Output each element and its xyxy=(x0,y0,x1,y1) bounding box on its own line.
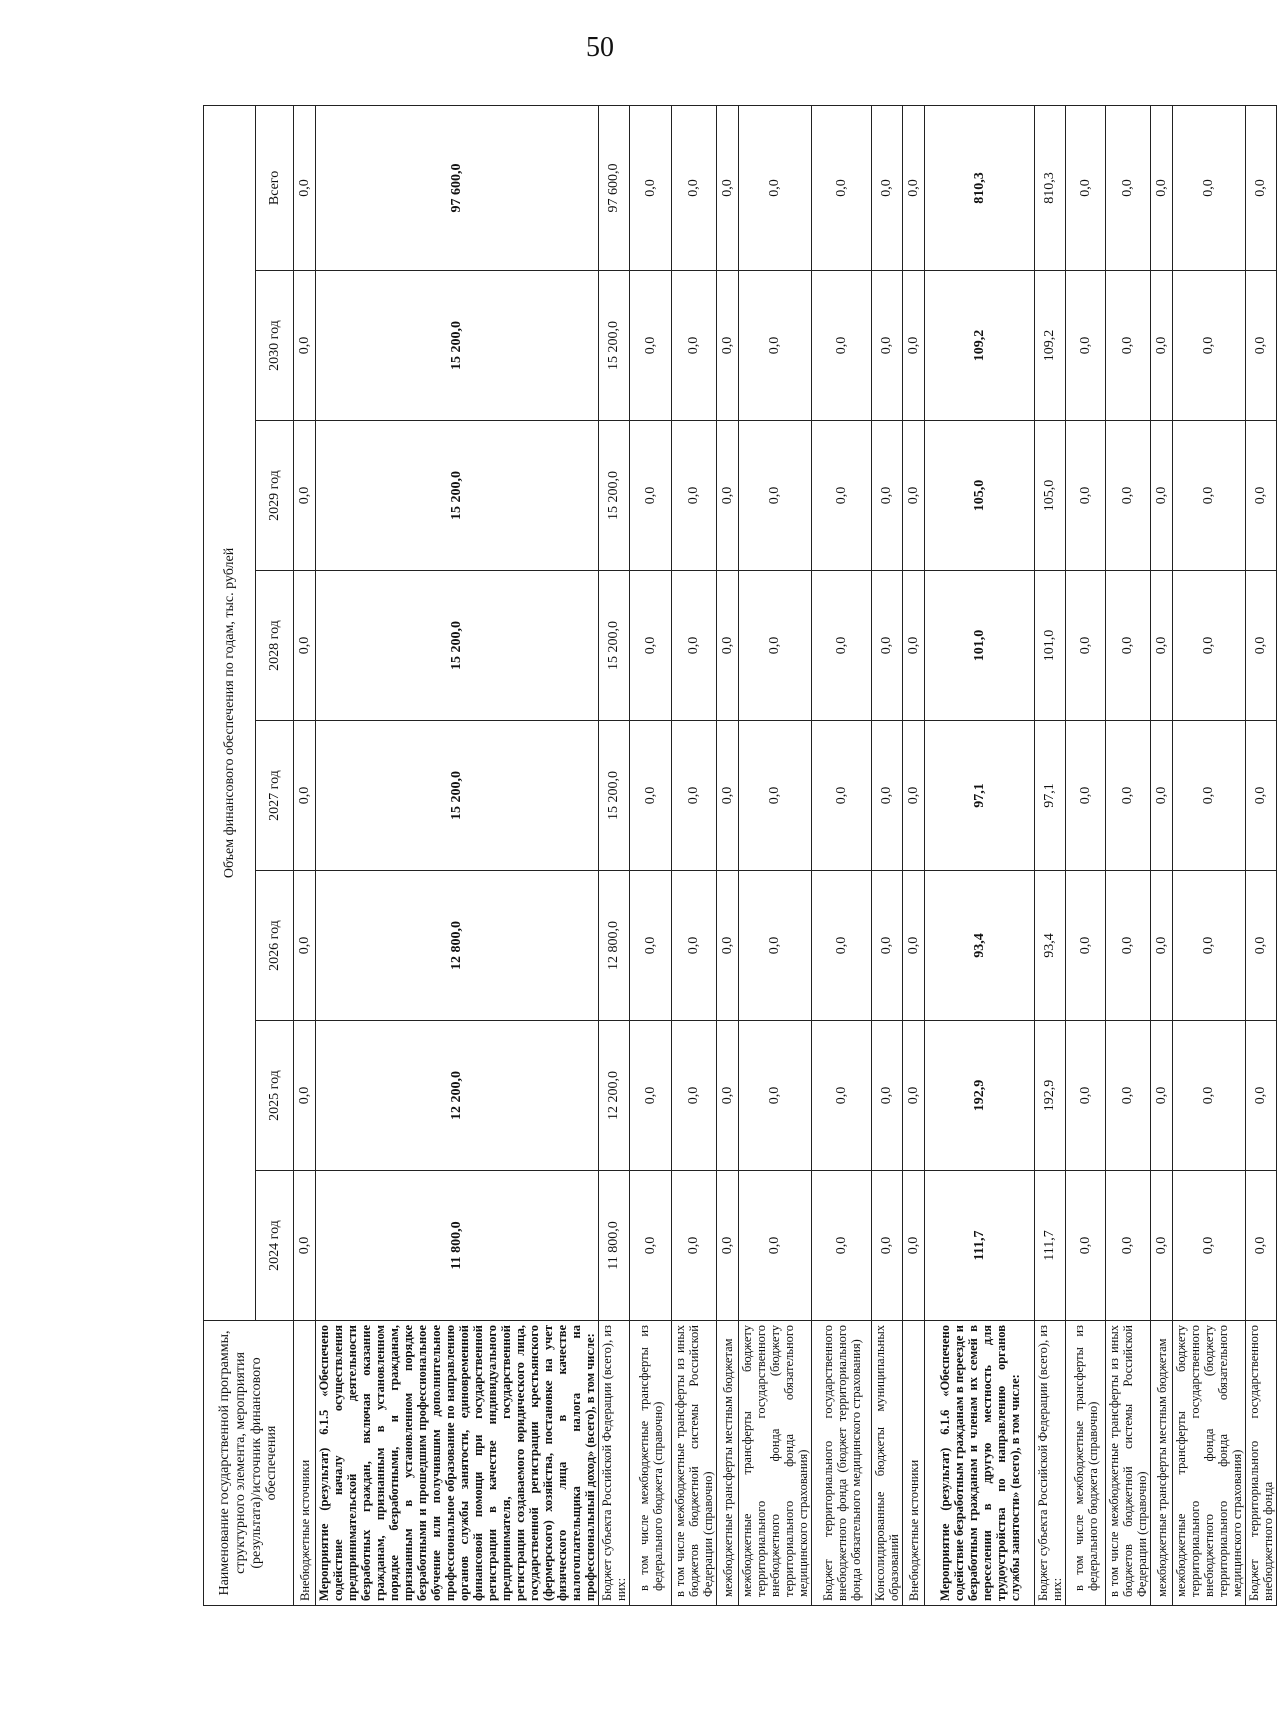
cell-value: 0,0 xyxy=(1173,105,1246,270)
cell-value: 0,0 xyxy=(1246,421,1277,571)
row-label: в том числе межбюджетные трансферты из иных бюджетов бюджетной системы Российской Федерации (справочно) xyxy=(1106,1321,1151,1606)
cell-value: 0,0 xyxy=(672,105,717,270)
cell-value: 0,0 xyxy=(872,1171,903,1321)
row-label: Бюджет субъекта Российской Федерации (всего), из них: xyxy=(599,1321,630,1606)
year-header: 2026 год xyxy=(256,871,294,1021)
row-label: межбюджетные трансферты бюджету территориального государственного внебюджетного фонда (бюджету территориального фонда обязательного медицинского страхования) xyxy=(1173,1321,1246,1606)
cell-value: 0,0 xyxy=(1066,1171,1106,1321)
page-number: 50 xyxy=(586,32,614,63)
row-label: в том числе межбюджетные трансферты из федерального бюджета (справочно) xyxy=(630,1321,672,1606)
cell-value: 12 200,0 xyxy=(316,1021,599,1171)
cell-value: 0,0 xyxy=(294,721,316,871)
cell-value: 0,0 xyxy=(672,571,717,721)
cell-value: 93,4 xyxy=(1035,871,1066,1021)
cell-value: 0,0 xyxy=(672,721,717,871)
cell-value: 0,0 xyxy=(812,105,872,270)
row-label: Мероприятие (результат) 6.1.5 «Обеспечено содействие началу осуществления предпринимательской деятельности безработных граждан, включая оказание гражданам, признанным в установленном порядке безработными, и гражданам, признанным в установленном порядке безработными и прошедшим профессиональное обучение или получившим дополнительное профессиональное образование по направлению органов службы занятости, единовременной финансовой помощи при государственной регистрации в качестве индивидуального предпринимателя, государственной регистрации создаваемого юридического лица, государственной регистрации крестьянского (фермерского) хозяйства, постановке на учет физического лица в качестве налогоплательщика налога на профессиональный доход» (всего), в том числе: xyxy=(316,1321,599,1606)
cell-value: 810,3 xyxy=(1035,105,1066,270)
cell-value: 0,0 xyxy=(739,1021,812,1171)
cell-value: 0,0 xyxy=(630,571,672,721)
row-label: Внебюджетные источники xyxy=(294,1321,316,1606)
cell-value: 0,0 xyxy=(1151,271,1173,421)
cell-value: 0,0 xyxy=(872,1021,903,1171)
cell-value: 105,0 xyxy=(1035,421,1066,571)
cell-value: 15 200,0 xyxy=(316,721,599,871)
cell-value: 0,0 xyxy=(739,721,812,871)
cell-value: 810,3 xyxy=(925,105,1035,270)
cell-value: 0,0 xyxy=(294,1021,316,1171)
cell-value: 0,0 xyxy=(1066,721,1106,871)
cell-value: 0,0 xyxy=(294,871,316,1021)
cell-value: 0,0 xyxy=(1151,571,1173,721)
table-row xyxy=(739,105,812,1605)
cell-value: 15 200,0 xyxy=(599,421,630,571)
cell-value: 97,1 xyxy=(925,721,1035,871)
cell-value: 0,0 xyxy=(903,271,925,421)
year-header: 2024 год xyxy=(256,1171,294,1321)
cell-value: 0,0 xyxy=(1173,871,1246,1021)
cell-value: 0,0 xyxy=(1173,271,1246,421)
cell-value: 0,0 xyxy=(1151,1171,1173,1321)
cell-value: 15 200,0 xyxy=(316,421,599,571)
cell-value: 0,0 xyxy=(739,871,812,1021)
cell-value: 0,0 xyxy=(903,421,925,571)
cell-value: 0,0 xyxy=(672,1171,717,1321)
row-label: в том числе межбюджетные трансферты из федерального бюджета (справочно) xyxy=(1066,1321,1106,1606)
table-row xyxy=(717,105,739,1605)
cell-value: 0,0 xyxy=(812,1021,872,1171)
cell-value: 0,0 xyxy=(1246,1021,1277,1171)
cell-value: 0,0 xyxy=(1066,571,1106,721)
cell-value: 0,0 xyxy=(812,271,872,421)
cell-value: 0,0 xyxy=(1106,1021,1151,1171)
cell-value: 105,0 xyxy=(925,421,1035,571)
cell-value: 0,0 xyxy=(1066,421,1106,571)
cell-value: 11 800,0 xyxy=(599,1171,630,1321)
cell-value: 0,0 xyxy=(672,421,717,571)
cell-value: 0,0 xyxy=(672,871,717,1021)
cell-value: 0,0 xyxy=(1246,721,1277,871)
cell-value: 0,0 xyxy=(739,105,812,270)
year-header: 2028 год xyxy=(256,571,294,721)
cell-value: 0,0 xyxy=(1246,871,1277,1021)
cell-value: 0,0 xyxy=(903,571,925,721)
cell-value: 12 800,0 xyxy=(599,871,630,1021)
table-row xyxy=(316,105,599,1605)
cell-value: 0,0 xyxy=(1246,1171,1277,1321)
cell-value: 101,0 xyxy=(1035,571,1066,721)
cell-value: 111,7 xyxy=(1035,1171,1066,1321)
cell-value: 0,0 xyxy=(1106,721,1151,871)
cell-value: 0,0 xyxy=(630,1021,672,1171)
rotated-table-wrapper xyxy=(203,106,1275,1606)
cell-value: 0,0 xyxy=(1106,871,1151,1021)
cell-value: 0,0 xyxy=(294,1171,316,1321)
cell-value: 15 200,0 xyxy=(599,721,630,871)
cell-value: 12 200,0 xyxy=(599,1021,630,1171)
cell-value: 0,0 xyxy=(739,1171,812,1321)
volume-column-header: Объем финансового обеспечения по годам, тыс. рублей xyxy=(204,105,256,1320)
row-label: в том числе межбюджетные трансферты из иных бюджетов бюджетной системы Российской Федерации (справочно) xyxy=(672,1321,717,1606)
table-row xyxy=(1066,105,1106,1605)
table-row xyxy=(294,105,316,1605)
cell-value: 0,0 xyxy=(717,1021,739,1171)
cell-value: 0,0 xyxy=(1173,1021,1246,1171)
cell-value: 0,0 xyxy=(672,1021,717,1171)
cell-value: 0,0 xyxy=(717,721,739,871)
cell-value: 0,0 xyxy=(717,871,739,1021)
cell-value: 192,9 xyxy=(1035,1021,1066,1171)
cell-value: 0,0 xyxy=(903,1021,925,1171)
table-row xyxy=(672,105,717,1605)
cell-value: 0,0 xyxy=(739,571,812,721)
cell-value: 0,0 xyxy=(1173,1171,1246,1321)
name-column-header: Наименование государственной программы, структурного элемента, мероприятия (результата)/источник финансового обеспечения xyxy=(204,1321,294,1606)
cell-value: 15 200,0 xyxy=(316,571,599,721)
cell-value: 15 200,0 xyxy=(599,571,630,721)
cell-value: 0,0 xyxy=(630,721,672,871)
cell-value: 0,0 xyxy=(872,271,903,421)
row-label: Мероприятие (результат) 6.1.6 «Обеспечено содействие безработным гражданам в переезде и безработным гражданам и членам их семей в переселении в другую местность для трудоустройства по направлению органов службы занятости» (всего), в том числе: xyxy=(925,1321,1035,1606)
cell-value: 0,0 xyxy=(872,721,903,871)
cell-value: 0,0 xyxy=(672,271,717,421)
cell-value: 97 600,0 xyxy=(599,105,630,270)
cell-value: 111,7 xyxy=(925,1171,1035,1321)
cell-value: 0,0 xyxy=(812,871,872,1021)
cell-value: 0,0 xyxy=(1066,1021,1106,1171)
year-header: 2027 год xyxy=(256,721,294,871)
table-row xyxy=(599,105,630,1605)
cell-value: 0,0 xyxy=(1173,571,1246,721)
cell-value: 97,1 xyxy=(1035,721,1066,871)
row-label: Бюджет территориального государственного внебюджетного фонда (бюджет территориального фонда обязательного медицинского страхования) xyxy=(812,1321,872,1606)
row-label: Бюджет субъекта Российской Федерации (всего), из них: xyxy=(1035,1321,1066,1606)
cell-value: 0,0 xyxy=(1173,421,1246,571)
table-row xyxy=(925,105,1035,1605)
cell-value: 0,0 xyxy=(630,271,672,421)
budget-table xyxy=(203,105,1277,1606)
cell-value: 0,0 xyxy=(1246,105,1277,270)
cell-value: 192,9 xyxy=(925,1021,1035,1171)
cell-value: 0,0 xyxy=(872,871,903,1021)
cell-value: 0,0 xyxy=(903,721,925,871)
cell-value: 0,0 xyxy=(294,421,316,571)
cell-value: 0,0 xyxy=(1151,421,1173,571)
table-row xyxy=(1035,105,1066,1605)
cell-value: 15 200,0 xyxy=(316,271,599,421)
cell-value: 0,0 xyxy=(903,105,925,270)
cell-value: 0,0 xyxy=(630,105,672,270)
cell-value: 0,0 xyxy=(294,271,316,421)
row-label: Консолидированные бюджеты муниципальных образований xyxy=(872,1321,903,1606)
cell-value: 0,0 xyxy=(717,571,739,721)
cell-value: 0,0 xyxy=(1151,721,1173,871)
row-label: Внебюджетные источники xyxy=(903,1321,925,1606)
cell-value: 0,0 xyxy=(872,571,903,721)
cell-value: 0,0 xyxy=(1246,571,1277,721)
cell-value: 0,0 xyxy=(1106,1171,1151,1321)
cell-value: 0,0 xyxy=(812,1171,872,1321)
cell-value: 0,0 xyxy=(1246,271,1277,421)
year-header: 2025 год xyxy=(256,1021,294,1171)
cell-value: 0,0 xyxy=(1106,105,1151,270)
cell-value: 0,0 xyxy=(739,421,812,571)
cell-value: 0,0 xyxy=(294,571,316,721)
cell-value: 11 800,0 xyxy=(316,1171,599,1321)
cell-value: 0,0 xyxy=(812,721,872,871)
cell-value: 0,0 xyxy=(1151,1021,1173,1171)
cell-value: 0,0 xyxy=(872,105,903,270)
table-row xyxy=(903,105,925,1605)
table-row xyxy=(812,105,872,1605)
table-row xyxy=(872,105,903,1605)
cell-value: 15 200,0 xyxy=(599,271,630,421)
cell-value: 0,0 xyxy=(1151,105,1173,270)
cell-value: 0,0 xyxy=(1066,271,1106,421)
cell-value: 0,0 xyxy=(739,271,812,421)
cell-value: 0,0 xyxy=(717,105,739,270)
table-row xyxy=(1173,105,1246,1605)
cell-value: 0,0 xyxy=(872,421,903,571)
cell-value: 0,0 xyxy=(1106,271,1151,421)
cell-value: 0,0 xyxy=(1066,871,1106,1021)
year-header: 2029 год xyxy=(256,421,294,571)
row-label: межбюджетные трансферты местным бюджетам xyxy=(717,1321,739,1606)
table-row xyxy=(1151,105,1173,1605)
row-label: Бюджет территориального государственного внебюджетного фонда xyxy=(1246,1321,1277,1606)
cell-value: 0,0 xyxy=(812,421,872,571)
table-row xyxy=(1246,105,1277,1605)
cell-value: 0,0 xyxy=(1106,571,1151,721)
cell-value: 0,0 xyxy=(1151,871,1173,1021)
cell-value: 0,0 xyxy=(903,871,925,1021)
row-label: межбюджетные трансферты местным бюджетам xyxy=(1151,1321,1173,1606)
cell-value: 0,0 xyxy=(294,105,316,270)
cell-value: 109,2 xyxy=(1035,271,1066,421)
cell-value: 0,0 xyxy=(812,571,872,721)
cell-value: 0,0 xyxy=(1173,721,1246,871)
cell-value: 0,0 xyxy=(630,421,672,571)
cell-value: 0,0 xyxy=(903,1171,925,1321)
cell-value: 0,0 xyxy=(717,421,739,571)
row-label: межбюджетные трансферты бюджету территориального государственного внебюджетного фонда (бюджету территориального фонда обязательного медицинского страхования) xyxy=(739,1321,812,1606)
cell-value: 0,0 xyxy=(630,1171,672,1321)
cell-value: 0,0 xyxy=(1066,105,1106,270)
cell-value: 12 800,0 xyxy=(316,871,599,1021)
cell-value: 0,0 xyxy=(717,271,739,421)
cell-value: 0,0 xyxy=(630,871,672,1021)
table-row xyxy=(1106,105,1151,1605)
cell-value: 101,0 xyxy=(925,571,1035,721)
cell-value: 97 600,0 xyxy=(316,105,599,270)
cell-value: 109,2 xyxy=(925,271,1035,421)
total-header: Всего xyxy=(256,105,294,270)
cell-value: 93,4 xyxy=(925,871,1035,1021)
year-header: 2030 год xyxy=(256,271,294,421)
cell-value: 0,0 xyxy=(717,1171,739,1321)
cell-value: 0,0 xyxy=(1106,421,1151,571)
table-row xyxy=(630,105,672,1605)
